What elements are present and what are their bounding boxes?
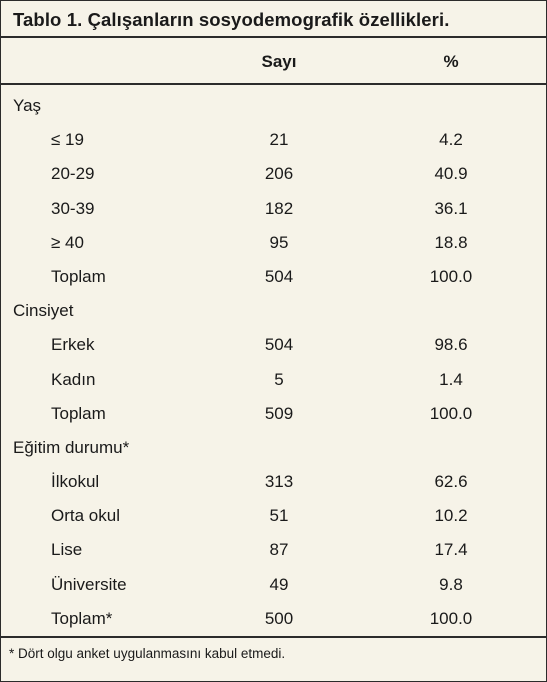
table-row — [1, 226, 546, 260]
table-row — [1, 465, 546, 499]
percent-cell: 100.0 — [429, 608, 473, 628]
table-footnote: * Dört olgu anket uygulanmasını kabul etmedi. — [9, 646, 286, 661]
percent-cell: 100.0 — [429, 266, 473, 286]
percent-cell: 18.8 — [434, 232, 468, 252]
header-percent: % — [443, 52, 459, 71]
row-label: Orta okul — [51, 506, 120, 526]
table-body — [1, 89, 546, 636]
count-cell: 504 — [264, 266, 294, 286]
count-cell: 504 — [264, 335, 294, 355]
title-bar — [1, 1, 546, 38]
section-row — [1, 89, 546, 123]
count-cell: 5 — [274, 369, 284, 389]
table-row — [1, 499, 546, 533]
table-header — [1, 38, 546, 85]
percent-cell: 10.2 — [434, 506, 468, 526]
table-row — [1, 192, 546, 226]
row-label: Toplam — [51, 266, 106, 286]
count-cell: 95 — [269, 232, 289, 252]
table-row — [1, 533, 546, 567]
count-cell: 49 — [269, 574, 289, 594]
table-row — [1, 397, 546, 431]
section-row — [1, 294, 546, 328]
percent-cell: 62.6 — [434, 472, 468, 492]
table-row — [1, 260, 546, 294]
row-label: ≤ 19 — [51, 130, 84, 150]
percent-cell: 100.0 — [429, 403, 473, 423]
section-row — [1, 431, 546, 465]
count-cell: 509 — [264, 403, 294, 423]
section-label: Cinsiyet — [13, 301, 74, 321]
row-label: Toplam — [51, 403, 106, 423]
table-row — [1, 157, 546, 191]
row-label: Toplam* — [51, 608, 113, 628]
row-label: Kadın — [51, 369, 96, 389]
count-cell: 21 — [269, 130, 289, 150]
row-label: ≥ 40 — [51, 232, 84, 252]
section-label: Yaş — [13, 96, 42, 115]
count-cell: 313 — [264, 472, 294, 492]
table-row — [1, 568, 546, 602]
percent-cell: 9.8 — [439, 574, 463, 594]
percent-cell: 40.9 — [434, 164, 468, 184]
count-cell: 51 — [269, 506, 289, 526]
row-label: İlkokul — [51, 472, 100, 492]
section-label: Eğitim durumu* — [13, 437, 130, 457]
percent-cell: 1.4 — [439, 369, 463, 389]
count-cell: 87 — [269, 540, 289, 560]
row-label: 20-29 — [51, 164, 95, 184]
row-label: Üniversite — [51, 574, 127, 594]
percent-cell: 98.6 — [434, 335, 468, 355]
count-cell: 500 — [264, 608, 294, 628]
count-cell: 182 — [264, 198, 294, 218]
table-title: Tablo 1. Çalışanların sosyodemografik özellikleri. — [13, 9, 450, 30]
footer-divider — [1, 636, 546, 638]
row-label: Erkek — [51, 335, 95, 355]
percent-cell: 36.1 — [434, 198, 468, 218]
table-row — [1, 363, 546, 397]
table-row — [1, 602, 546, 636]
table-row — [1, 328, 546, 362]
percent-cell: 4.2 — [439, 130, 463, 150]
row-label: 30-39 — [51, 198, 95, 218]
table-row — [1, 123, 546, 157]
percent-cell: 17.4 — [434, 540, 468, 560]
count-cell: 206 — [264, 164, 294, 184]
row-label: Lise — [51, 540, 83, 560]
header-count: Sayı — [261, 52, 297, 71]
